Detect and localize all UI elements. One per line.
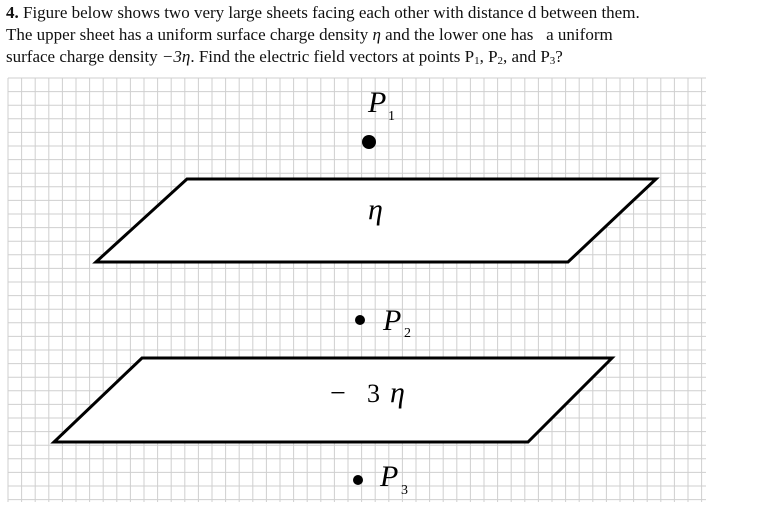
p1-subscript: 1 <box>388 109 395 124</box>
upper-sheet-charge-label: η <box>368 193 383 226</box>
point-subscript-1: 1 <box>474 55 480 67</box>
p3-subscript: 3 <box>401 483 408 498</box>
lower-sheet-charge-eta: η <box>390 376 405 409</box>
eta-symbol: η <box>372 25 381 44</box>
p2-subscript: 2 <box>404 326 411 341</box>
p3-label: P <box>380 460 399 493</box>
problem-text-lower-sheet: and the lower one has <box>385 25 534 44</box>
p1-point <box>362 135 376 149</box>
problem-text-surface-charge: surface charge density <box>6 47 158 66</box>
problem-text-sep2: , and P <box>503 47 550 66</box>
p2-point <box>355 315 365 325</box>
problem-text-find: . Find the electric field vectors at points P <box>190 47 475 66</box>
point-subscript-3: 3 <box>549 55 556 67</box>
problem-number: 4. <box>6 3 19 22</box>
point-subscript-2: 2 <box>497 55 504 67</box>
p1-label: P <box>368 86 387 119</box>
p2-label: P <box>383 304 402 337</box>
p3-point <box>353 475 363 485</box>
lower-sheet-charge-coefficient: 3 <box>367 379 380 408</box>
minus-three-eta: −3η <box>161 47 191 66</box>
problem-text-line1: Figure below shows two very large sheets facing each other with distance d between them. <box>23 3 640 22</box>
problem-text-uniform: a uniform <box>546 25 613 44</box>
problem-text-sep1: , P <box>479 47 498 66</box>
problem-text-end: ? <box>555 47 563 66</box>
lower-sheet-charge-minus: − <box>330 378 346 409</box>
problem-text-upper-sheet: The upper sheet has a uniform surface charge density <box>6 25 369 44</box>
